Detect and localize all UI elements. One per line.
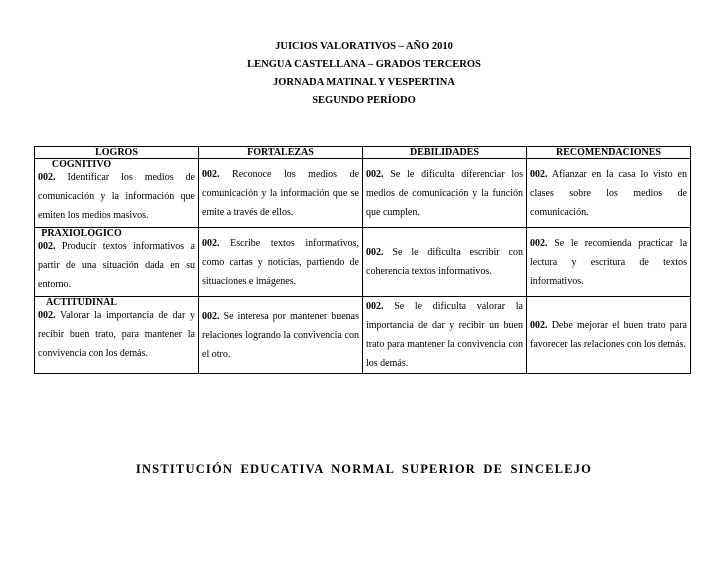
table-row	[35, 297, 691, 374]
recomendacion-text: Se le recomienda practicar la lectura y escritura de textos informativos.	[530, 237, 688, 287]
fortaleza-cell	[199, 228, 363, 297]
logro-cell	[35, 228, 199, 297]
recomendacion-cell	[527, 159, 691, 228]
institution-name: INSTITUCIÓN EDUCATIVA NORMAL SUPERIOR DE SINCELEJO	[135, 462, 593, 476]
debilidad-text: Se le dificulta valorar la importancia de dar y recibir un buen trato para mantener la convivencia con los demás.	[366, 301, 523, 369]
column-header-logros: LOGROS	[35, 147, 199, 159]
fortaleza-text: Escribe textos informativos, como cartas y noticias, partiendo de situaciones e imágenes.	[202, 237, 359, 287]
column-header-debilidades: DEBILIDADES	[363, 147, 527, 159]
logro-text: Valorar la importancia de dar y recibir buen trato, para mantener la convivencia con los demás.	[38, 310, 195, 359]
logro-text: Identificar los medios de comunicación y la información que emiten los medios masivos.	[38, 172, 195, 221]
fortaleza-code: 002.	[202, 310, 220, 322]
logro-cell	[35, 297, 199, 374]
logro-code: 002.	[38, 241, 56, 252]
debilidad-cell	[363, 228, 527, 297]
fortaleza-text: Se interesa por mantener buenas relaciones logrando la convivencia con el otro.	[202, 310, 360, 360]
logro-text: Producir textos informativos a partir de una situación dada en su entorno.	[38, 241, 195, 290]
recomendacion-text: Debe mejorar el buen trato para favorecer las relaciones con los demás.	[530, 320, 687, 350]
column-header-fortalezas: FORTALEZAS	[199, 147, 363, 159]
debilidad-text: Se le dificulta escribir con coherencia textos informativos.	[366, 247, 523, 277]
column-header-recomendaciones: RECOMENDACIONES	[527, 147, 691, 159]
fortaleza-code: 002.	[202, 237, 220, 249]
logro-code: 002.	[38, 172, 56, 183]
header-period: SEGUNDO PERÍODO	[312, 95, 416, 106]
recomendacion-text: Afianzar en la casa lo visto en clases sobre los medios de comunicación.	[530, 168, 687, 218]
header-schedule: JORNADA MATINAL Y VESPERTINA	[273, 77, 455, 88]
recomendacion-cell	[527, 228, 691, 297]
fortaleza-text: Reconoce los medios de comunicación y la información que se emite a través de ellos.	[202, 168, 360, 218]
recomendacion-code: 002.	[530, 320, 548, 331]
debilidad-code: 002.	[366, 168, 384, 180]
debilidad-code: 002.	[366, 301, 384, 312]
fortaleza-cell	[199, 297, 363, 374]
header-title: JUICIOS VALORATIVOS – AÑO 2010	[275, 41, 453, 52]
fortaleza-code: 002.	[202, 168, 220, 180]
category-label: PRAXIOLÓGICO	[41, 228, 122, 239]
logro-cell	[35, 159, 199, 228]
table-row	[35, 159, 691, 228]
debilidad-code: 002.	[366, 247, 384, 258]
evaluation-table	[34, 146, 691, 374]
category-label: ACTITUDINAL	[45, 297, 118, 308]
debilidad-cell	[363, 159, 527, 228]
debilidad-text: Se le dificulta diferenciar los medios de comunicación y la función que cumplen.	[366, 168, 523, 218]
fortaleza-cell	[199, 159, 363, 228]
recomendacion-cell	[527, 297, 691, 374]
recomendacion-code: 002.	[530, 237, 548, 249]
logro-code: 002.	[38, 310, 56, 321]
recomendacion-code: 002.	[530, 168, 548, 180]
category-label: COGNITIVO	[51, 159, 112, 170]
table-header-row	[35, 147, 691, 159]
debilidad-cell	[363, 297, 527, 374]
table-row	[35, 228, 691, 297]
header-subject: LENGUA CASTELLANA – GRADOS TERCEROS	[247, 59, 481, 70]
